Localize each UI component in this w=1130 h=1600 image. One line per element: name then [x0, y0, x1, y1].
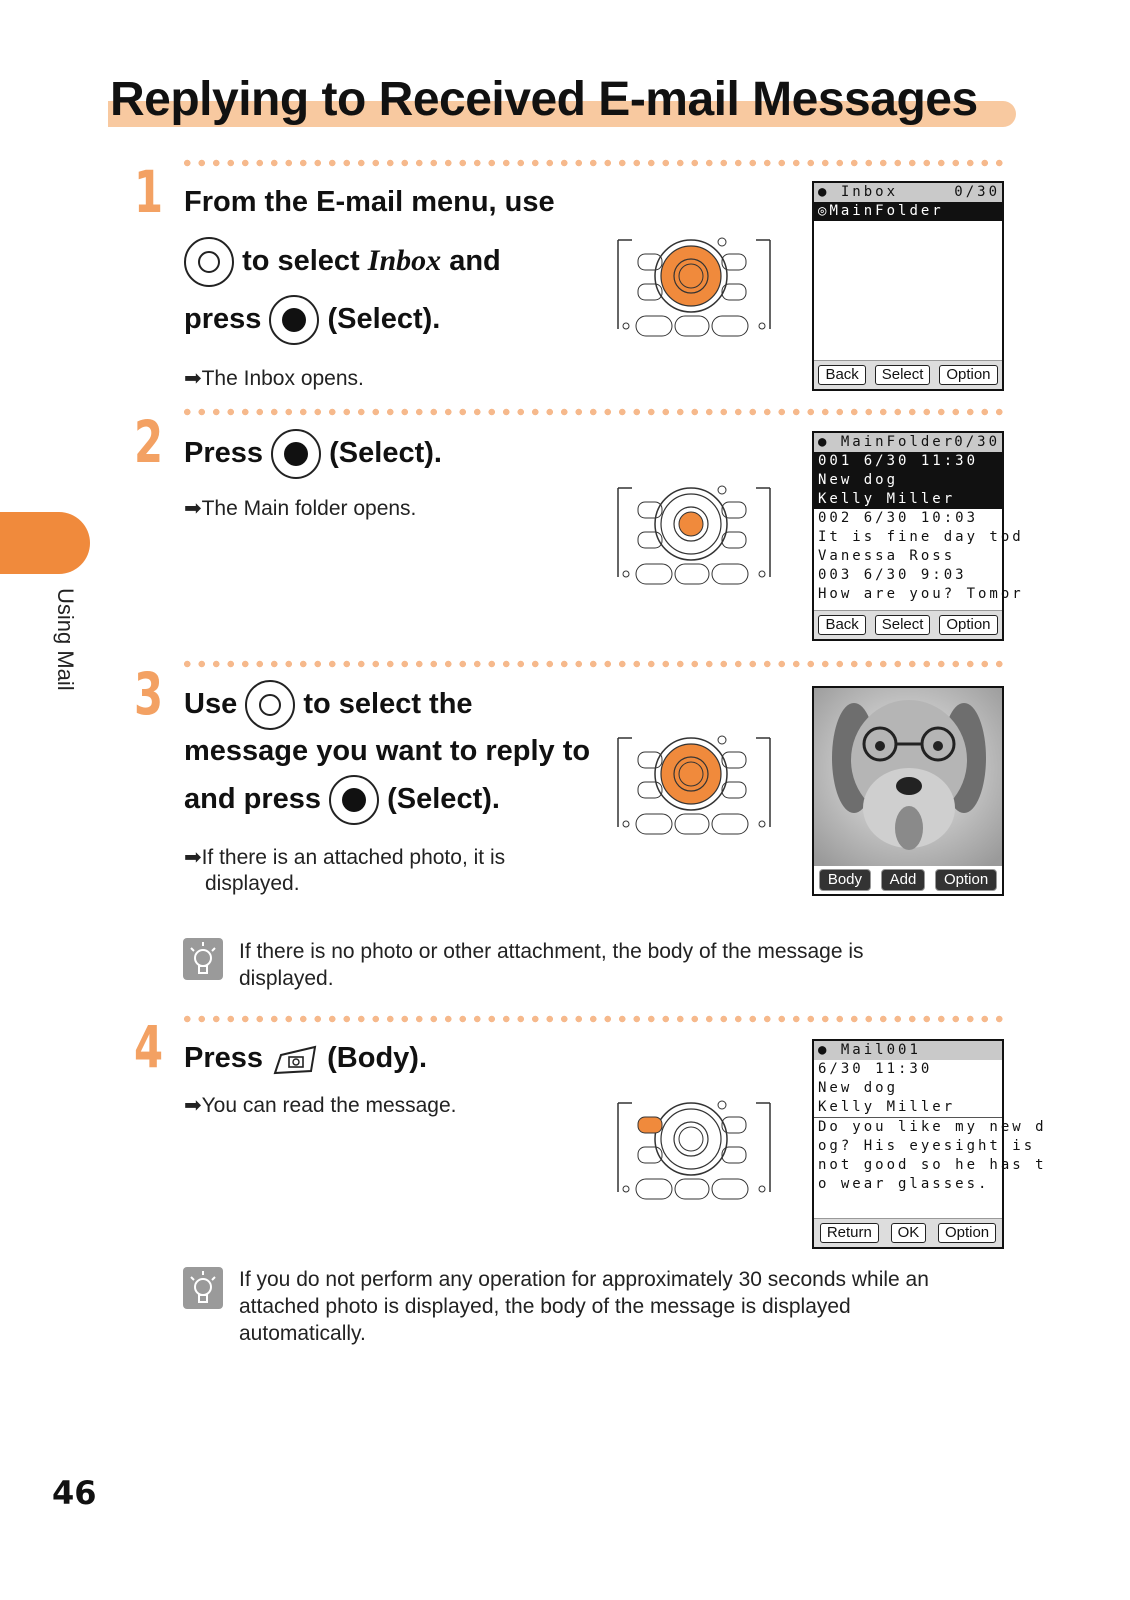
mail-camera-key-icon — [271, 1043, 319, 1075]
inbox-term: Inbox — [367, 244, 442, 277]
softkey-select[interactable]: Select — [875, 615, 931, 635]
message-row[interactable]: 001 6/30 11:30 — [814, 452, 1002, 471]
nav-key-icon — [184, 237, 234, 287]
section-tab — [0, 512, 90, 574]
mail-body-line: Do you like my new d — [818, 1119, 1047, 1135]
mail-subject: New dog — [818, 1080, 899, 1096]
select-key-icon — [271, 429, 321, 479]
step-1-line-2: to select Inbox and — [184, 234, 501, 288]
step-number: 3 — [134, 660, 164, 728]
phone-screen-mail — [812, 1039, 1047, 1249]
folder-row[interactable]: ◎MainFolder — [814, 202, 1002, 221]
dog-photo — [814, 688, 1002, 866]
keypad-diagram — [612, 234, 772, 344]
hint-bulb-icon — [183, 938, 223, 980]
softkey-bar — [814, 360, 1002, 389]
hint-text-2: If you do not perform any operation for approximately 30 seconds while an attached photo is displayed, the body of the message is displayed automatically. — [239, 1268, 929, 1345]
keypad-diagram — [612, 1097, 772, 1207]
phone-screen-inbox — [812, 181, 1004, 391]
message-row[interactable]: 003 6/30 9:03 — [818, 567, 967, 583]
mail-body-line: og? His eyesight is — [818, 1138, 1036, 1154]
softkey-return[interactable]: Return — [820, 1223, 879, 1243]
step-1-line-1: From the E-mail menu, use — [184, 186, 555, 218]
phone-screen-mainfolder — [812, 431, 1024, 641]
step-1-line-3: press (Select). — [184, 292, 440, 346]
message-subject[interactable]: New dog — [814, 471, 1002, 490]
softkey-add[interactable]: Add — [881, 869, 926, 891]
softkey-back[interactable]: Back — [818, 365, 865, 385]
step-3-result: ➡If there is an attached photo, it is — [184, 846, 506, 869]
mail-date: 6/30 11:30 — [818, 1061, 933, 1077]
keypad-diagram — [612, 732, 772, 842]
phone-screen-photo — [812, 686, 1004, 896]
mail-body-line: not good so he has t — [818, 1157, 1047, 1173]
step-2-line-1: Press (Select). — [184, 426, 442, 480]
message-sender[interactable]: Vanessa Ross — [818, 548, 956, 564]
step-number: 1 — [134, 158, 164, 226]
screen-header: ● Mail001 — [814, 1041, 1002, 1060]
softkey-option[interactable]: Option — [938, 1223, 996, 1243]
message-sender[interactable]: Kelly Miller — [814, 490, 1002, 509]
softkey-option[interactable]: Option — [935, 869, 997, 891]
softkey-bar — [814, 866, 1002, 894]
dotted-divider — [180, 1015, 1006, 1023]
screen-header: ● MainFolder 0/30 — [814, 433, 1002, 452]
step-4-line-1: Press (Body). — [184, 1042, 428, 1074]
step-number: 4 — [134, 1013, 164, 1081]
softkey-bar — [814, 1218, 1002, 1247]
dotted-divider — [180, 408, 1006, 416]
keypad-diagram — [612, 482, 772, 592]
dotted-divider — [180, 159, 1006, 167]
select-key-icon — [329, 775, 379, 825]
page-number: 46 — [52, 1474, 97, 1512]
folder-icon: ● — [818, 434, 830, 450]
section-label: Using Mail — [53, 588, 78, 691]
step-1-result: ➡The Inbox opens. — [184, 367, 364, 390]
mail-body-line: o wear glasses. — [818, 1176, 990, 1192]
select-key-icon — [269, 295, 319, 345]
step-3-line-3: and press (Select). — [184, 772, 500, 826]
message-subject[interactable]: How are you? Tomor — [818, 586, 1024, 602]
softkey-back[interactable]: Back — [818, 615, 865, 635]
step-3-result-cont: displayed. — [205, 872, 300, 895]
message-subject[interactable]: It is fine day tod — [818, 529, 1024, 545]
mail-icon: ● — [818, 1042, 830, 1058]
step-3-line-1: Use to select the — [184, 677, 473, 731]
dotted-divider — [180, 660, 1006, 668]
step-number: 2 — [134, 408, 164, 476]
softkey-bar — [814, 610, 1002, 639]
softkey-option[interactable]: Option — [939, 615, 997, 635]
hint-text-1: If there is no photo or other attachment, the body of the message is displayed. — [239, 940, 864, 990]
softkey-body[interactable]: Body — [819, 869, 871, 891]
softkey-ok[interactable]: OK — [891, 1223, 927, 1243]
mail-from: Kelly Miller — [814, 1098, 1002, 1118]
softkey-select[interactable]: Select — [875, 365, 931, 385]
step-2-result: ➡The Main folder opens. — [184, 497, 417, 520]
hint-bulb-icon — [183, 1267, 223, 1309]
nav-key-icon — [245, 680, 295, 730]
step-4-result: ➡You can read the message. — [184, 1094, 457, 1117]
folder-icon: ● — [818, 184, 830, 200]
step-3-line-2: message you want to reply to — [184, 735, 591, 767]
page-title: Replying to Received E-mail Messages — [110, 73, 978, 126]
screen-header: ● Inbox 0/30 — [814, 183, 1002, 202]
message-row[interactable]: 002 6/30 10:03 — [818, 510, 979, 526]
softkey-option[interactable]: Option — [939, 365, 997, 385]
